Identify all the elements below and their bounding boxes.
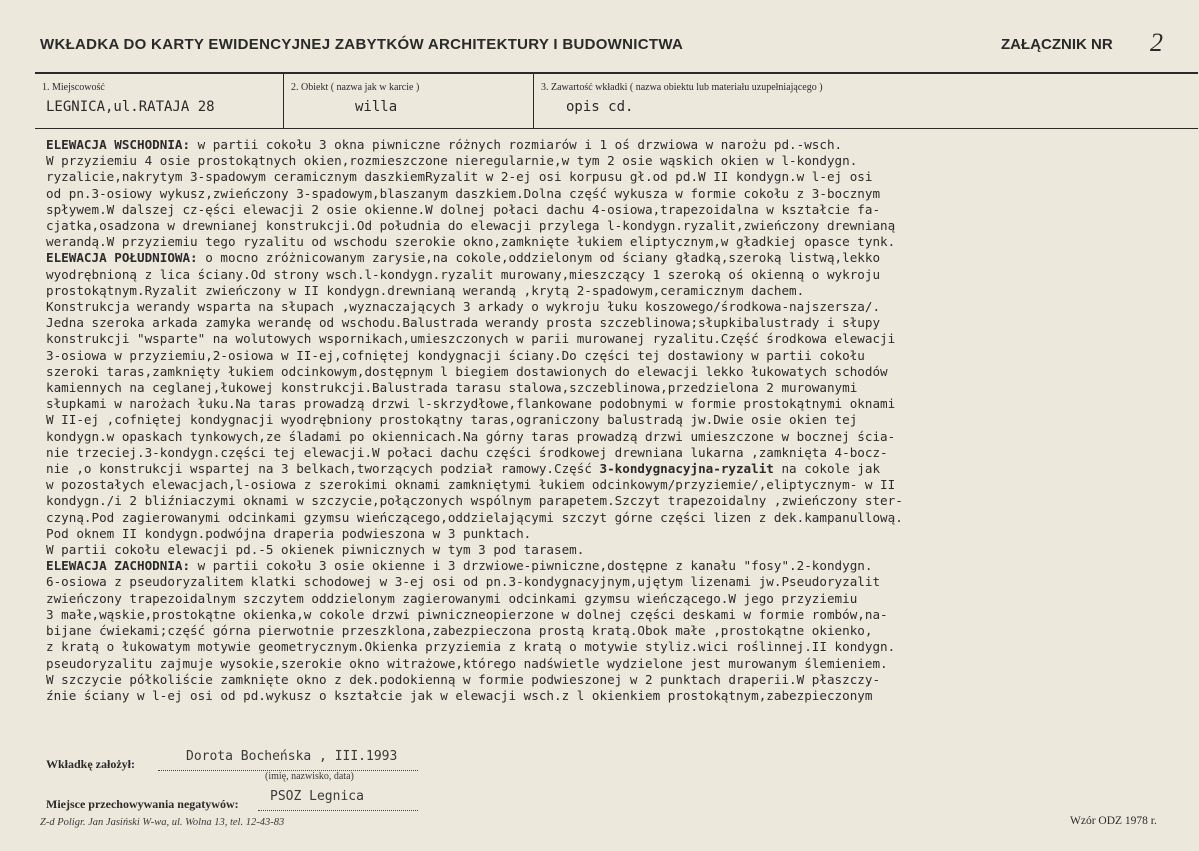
printer-imprint: Z-d Poligr. Jan Jasiński W-wa, ul. Wolna 13, tel. 12-43-83 [40, 817, 285, 828]
text-line: od pn.3-osiowy wykusz,zwieńczony 3-spadowym,blaszanym daszkiem.Dolna część wykusza w formie cokołu z 3-bocznym [46, 185, 881, 201]
text-line: werandą.W przyziemiu tego ryzalitu od wschodu szerokie okno,zamknięte łukiem eliptycznym,w gładkiej opasce tynk. [46, 234, 896, 250]
text-line: 3-osiowa w przyziemiu,2-osiowa w II-ej,cofniętej kondygnacji ściany.Do części tej dostawiony w partii cokołu [46, 347, 865, 363]
content-value: opis cd. [566, 99, 634, 115]
text-line: szeroki taras,zamknięty łukiem odcinkowym,dostępnym l biegiem dostawionych do elewacji lekko łukowatych schodów [46, 363, 888, 379]
attachment-label: ZAŁĄCZNIK NR [1001, 36, 1113, 53]
text-line: W przyziemiu 4 osie prostokątnych okien,rozmieszczone nieregularnie,w tym 2 osie wąskich okien w l-kondygn. [46, 153, 858, 169]
description-text [46, 137, 1191, 704]
text-line: 6-osiowa z pseudoryzalitem klatki schodowej w 3-ej osi od pn.3-kondygnacyjnym,ujętym lizenami jw.Pseudoryzalit [46, 574, 881, 590]
text-line: ELEWACJA POŁUDNIOWA: o mocno zróżnicowanym zarysie,na cokole,oddzielonym od ściany gładką,szeroką listwą,lekko [46, 250, 881, 266]
locality-label: 1. Miejscowość [42, 82, 105, 93]
text-line: nie trzeciej.3-kondygn.części tej elewacji.W połaci dachu części środkowej drewniana lukarna ,zamknięta 4-bocz- [46, 444, 888, 460]
east-elevation-heading: ELEWACJA WSCHODNIA: [46, 137, 191, 152]
text-line: ELEWACJA WSCHODNIA: w partii cokołu 3 okna piwniczne różnych rozmiarów i 1 oś drzwiowa w narożu pd.-wsch. [46, 137, 843, 152]
text-line: ryzalicie,nakrytym 3-spadowym ceramicznym daszkiemRyzalit w 2-ej osi korpusu gł.od pd.W II kondygn.w l-ej osi [46, 169, 873, 185]
text-line: cjatka,osadzona w drewnianej konstrukcji.Od południa do elewacji przylega l-kondygn.ryzalit,zwieńczony drewnianą [46, 218, 896, 234]
text-line: źnie ściany w l-ej osi od pd.wykusz o kształcie jak w elewacji wsch.z l okienkiem prostokątnym,zabezpieczonym [46, 687, 873, 703]
text-line: kondygn./i 2 bliźniaczymi oknami w szczycie,połączonych wspólnym parapetem.Szczyt trapezoidalny ,zwieńczony ster- [46, 493, 903, 509]
text-line: spływem.W dalszej cz-ęści elewacji 2 osie okienne.W dolnej połaci dachu 4-osiowa,trapezoidalna w kształcie fa- [46, 201, 881, 217]
text-line: 3 małe,wąskie,prostokątne okienka,w cokole drzwi piwniczneopierzone w dolnej części deskami w formie rombów,na- [46, 606, 888, 622]
text-line: ELEWACJA ZACHODNIA: w partii cokołu 3 osie okienne i 3 drzwiowe-piwniczne,dostępne z kanału "fosy".2-kondygn. [46, 558, 873, 574]
header-rule-bottom [35, 128, 1198, 129]
text-line: kondygn.w opaskach tynkowych,ze śladami po okiennicach.Na górny taras prowadzą drzwi umieszczone w bocznej ścia- [46, 428, 896, 444]
text-line: W partii cokołu elewacji pd.-5 okienek piwnicznych w tym 3 pod tarasem. [46, 542, 585, 558]
west-elevation-heading: ELEWACJA ZACHODNIA: [46, 558, 191, 574]
text-line: w pozostałych elewacjach,l-osiowa z szerokimi oknami zamkniętymi łukiem odcinkowym/przyziemie/,eliptycznym- w II [46, 477, 896, 493]
locality-value: LEGNICA,ul.RATAJA 28 [46, 99, 215, 115]
text-line: zwieńczony trapezoidalnym szczytem oddzielonym zagierowanymi odcinkami gzymsu wieńczącego.W jego przyziemiu [46, 590, 858, 606]
south-elevation-heading: ELEWACJA POŁUDNIOWA: [46, 250, 198, 266]
text-line: z kratą o łukowatym motywie geometrycznym.Okienka przyziemia z kratą o motywie styliz.wici roślinnej.II kondygn. [46, 639, 896, 655]
field-divider-2 [533, 73, 534, 128]
storage-label: Miejsce przechowywania negatywów: [46, 797, 239, 811]
field-divider-1 [283, 73, 284, 128]
ryzalit-bold-term: 3-kondygnacyjna-ryzalit [599, 461, 774, 477]
text-line: bijane ćwiekami;część górna pierwotnie przeszklona,zabezpieczona prostą kratą.Obok małe ,prostokątne okienko, [46, 623, 873, 639]
author-label: Wkładkę założył: [46, 757, 135, 771]
text-line: wyodrębnioną z lica ściany.Od strony wsch.l-kondygn.ryzalit murowany,mieszczący 1 szeroką oś okienną o wykroju [46, 266, 881, 282]
text-line: konstrukcji "wsparte" na wolutowych wspornikach,umieszczonych w parii murowanej ryzalitu.Część środkowa elewacji [46, 331, 896, 347]
text-line: W szczycie półkoliście zamknięte okno z dek.podokienną w formie podwieszonej w 2 punktach draperii.W płaszczy- [46, 671, 881, 687]
object-value: willa [355, 99, 398, 115]
content-label: 3. Zawartość wkładki ( nazwa obiektu lub materiału uzupełniającego ) [541, 82, 823, 93]
text-line: Pod oknem II kondygn.podwójna draperia podwieszona w 3 punktach. [46, 525, 532, 541]
storage-value: PSOZ Legnica [270, 789, 364, 804]
text-line: słupkami w narożach łuku.Na taras prowadzą drzwi l-skrzydłowe,flankowane podobnymi w formie prostokątnymi oknami [46, 396, 896, 412]
text-line: czyną.Pod zagierowanymi odcinkami gzymsu wieńczącego,oddzielającymi szczyt górne części lizen z dek.kampanullową. [46, 509, 903, 525]
text-line: kamiennych na ceglanej,łukowej konstrukcji.Balustrada tarasu stalowa,szczeblinowa,przedzielona 2 murowanymi [46, 380, 858, 396]
text-line: pseudoryzalitu zajmuje wysokie,szerokie okno witrażowe,którego nadświetle wydzielone jest murowanym ślemieniem. [46, 655, 888, 671]
text-line: prostokątnym.Ryzalit zwieńczony w II kondygn.drewnianą werandą ,krytą 2-spadowym,ceramicznym dachem. [46, 282, 805, 298]
card-title: WKŁADKA DO KARTY EWIDENCYJNEJ ZABYTKÓW ARCHITEKTURY I BUDOWNICTWA [40, 36, 684, 53]
text-line: W II-ej ,cofniętej kondygnacji wyodrębniony prostokątny taras,ograniczony balustradą jw.Dwie osie okien tej [46, 412, 858, 428]
text-line: nie ,o konstrukcji wspartej na 3 belkach,tworzących podział ramowy.Część 3-kondygnacyjna-ryzalit na cokole jak [46, 461, 881, 477]
text-line: Jedna szeroka arkada zamyka werandę od wschodu.Balustrada werandy prosta szczeblinowa;słupkibalustrady i słupy [46, 315, 881, 331]
form-code: Wzór ODZ 1978 r. [1070, 815, 1157, 827]
author-value: Dorota Bocheńska , III.1993 [186, 749, 398, 764]
object-label: 2. Obiekt ( nazwa jak w karcie ) [291, 82, 420, 93]
attachment-number: 2 [1150, 28, 1163, 57]
author-caption: (imię, nazwisko, data) [265, 771, 354, 782]
storage-dotted-line [258, 810, 418, 811]
text-line: Konstrukcja werandy wsparta na słupach ,wyznaczających 3 arkady o wykroju łuku koszowego/środkowa-najszersza/. [46, 299, 881, 315]
header-rule-top [35, 72, 1198, 74]
